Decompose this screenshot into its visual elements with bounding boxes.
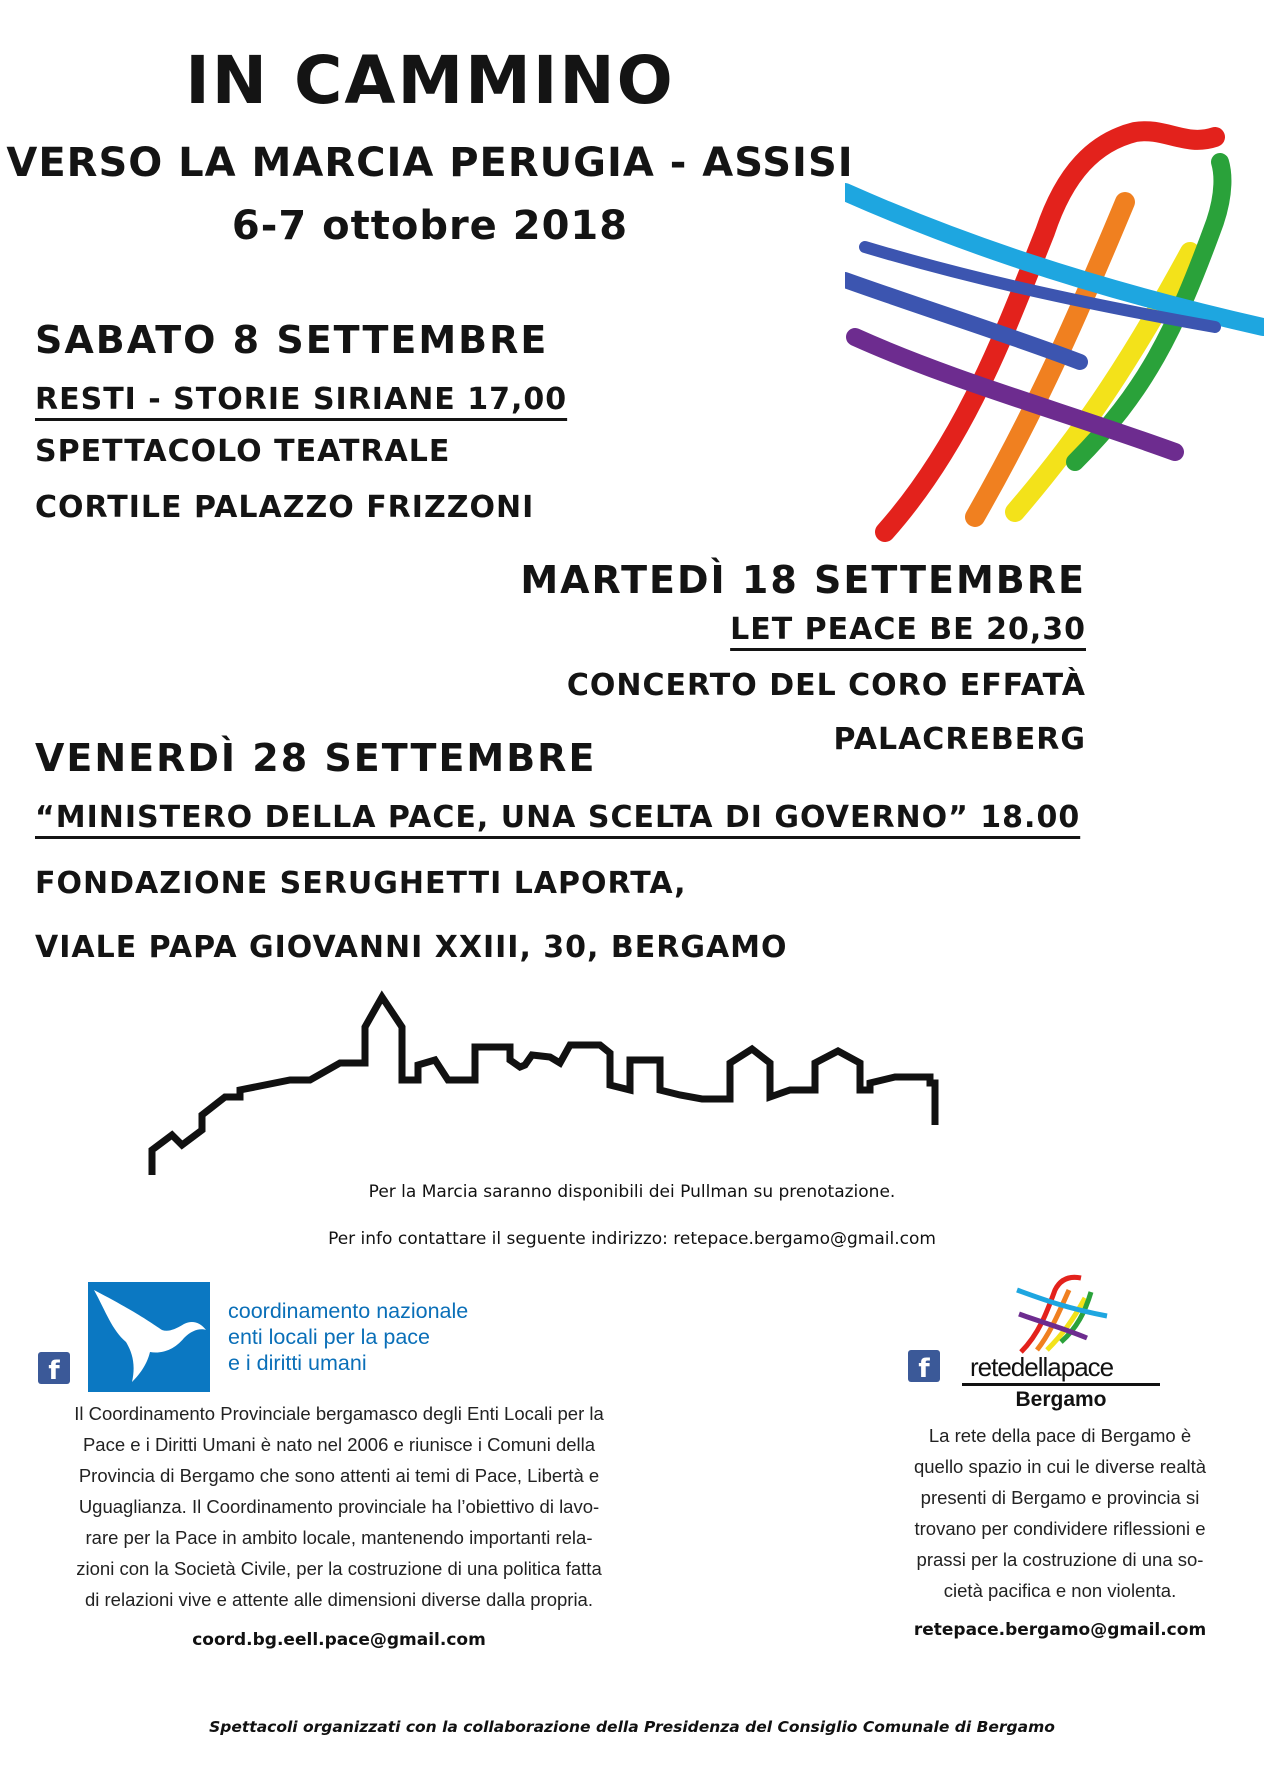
event-1-detail: SPETTACOLO TEATRALE: [35, 434, 451, 469]
coord-desc-line: Uguaglianza. Il Coordinamento provinciale ha l’obiettivo di lavo-: [78, 1496, 600, 1517]
poster-subtitle: VERSO LA MARCIA PERUGIA - ASSISI: [6, 140, 854, 186]
rete-desc-line: quello spazio in cui le diverse realtà: [913, 1456, 1207, 1477]
rainbow-brush-icon: [1015, 1272, 1125, 1358]
rete-desc-line: trovano per condividere riflessioni e: [914, 1518, 1206, 1539]
coordinamento-description: [30, 1398, 648, 1615]
event-2-location: PALACREBERG: [833, 722, 1086, 757]
coordinamento-logo-text: [228, 1298, 468, 1376]
event-1-location: CORTILE PALAZZO FRIZZONI: [35, 490, 535, 525]
coordinamento-logo: [88, 1282, 210, 1392]
coord-desc-line: Pace e i Diritti Umani è nato nel 2006 e riunisce i Comuni della: [82, 1434, 596, 1455]
rainbow-brush-icon: [845, 112, 1264, 542]
coord-logo-line-3: e i diritti umani: [228, 1351, 367, 1375]
rete-email[interactable]: retepace.bergamo@gmail.com: [913, 1620, 1207, 1640]
coord-desc-line: Il Coordinamento Provinciale bergamasco degli Enti Locali per la: [74, 1403, 604, 1424]
rete-desc-line: presenti di Bergamo e provincia si: [920, 1487, 1200, 1508]
event-2-date: MARTEDÌ 18 SETTEMBRE: [520, 558, 1086, 602]
facebook-glyph: f: [48, 1356, 60, 1384]
event-3-title: “MINISTERO DELLA PACE, UNA SCELTA DI GOVERNO” 18.00: [35, 800, 1081, 835]
event-2-title: LET PEACE BE 20,30: [730, 612, 1086, 647]
footer-credits: Spettacoli organizzati con la collaborazione della Presidenza del Consiglio Comunale di Bergamo: [209, 1718, 1055, 1736]
event-3-address: VIALE PAPA GIOVANNI XXIII, 30, BERGAMO: [35, 930, 788, 965]
event-1-date: SABATO 8 SETTEMBRE: [35, 318, 549, 362]
facebook-glyph: f: [918, 1354, 930, 1382]
rete-logo-name: retedellapace: [970, 1352, 1114, 1382]
event-3-date: VENERDÌ 28 SETTEMBRE: [35, 736, 597, 780]
coord-desc-line: zioni con la Società Civile, per la costruzione di una politica fatta: [76, 1558, 602, 1579]
coord-logo-line-2: enti locali per la pace: [228, 1325, 430, 1349]
city-skyline-icon: [140, 985, 1090, 1185]
coord-desc-line: rare per la Pace in ambito locale, mantenendo importanti rela-: [85, 1527, 593, 1548]
march-dates: 6-7 ottobre 2018: [231, 203, 629, 249]
rete-logo-underline: [962, 1383, 1160, 1386]
event-2-detail: CONCERTO DEL CORO EFFATÀ: [566, 668, 1086, 703]
rete-logo-city: Bergamo: [1015, 1388, 1107, 1411]
rete-description: [880, 1420, 1240, 1606]
event-1-title: RESTI - STORIE SIRIANE 17,00: [35, 382, 568, 417]
contact-info: Per info contattare il seguente indirizzo: retepace.bergamo@gmail.com: [328, 1229, 936, 1249]
coord-desc-line: Provincia di Bergamo che sono attenti ai temi di Pace, Libertà e: [78, 1465, 600, 1486]
coord-desc-line: di relazioni vive e attente alle dimensioni diverse dalla propria.: [84, 1589, 593, 1610]
rete-desc-line: prassi per la costruzione di una so-: [916, 1549, 1204, 1570]
rete-desc-line: La rete della pace di Bergamo è: [928, 1425, 1192, 1446]
coord-logo-line-1: coordinamento nazionale: [228, 1299, 469, 1323]
event-3-location: FONDAZIONE SERUGHETTI LAPORTA,: [35, 866, 687, 901]
facebook-icon[interactable]: [38, 1352, 70, 1384]
facebook-icon[interactable]: [908, 1350, 940, 1382]
poster-title: IN CAMMINO: [185, 42, 675, 119]
pullman-info: Per la Marcia saranno disponibili dei Pullman su prenotazione.: [368, 1182, 896, 1202]
coordinamento-email[interactable]: coord.bg.eell.pace@gmail.com: [192, 1630, 486, 1650]
rete-desc-line: cietà pacifica e non violenta.: [943, 1580, 1177, 1601]
dove-icon: [88, 1282, 210, 1392]
